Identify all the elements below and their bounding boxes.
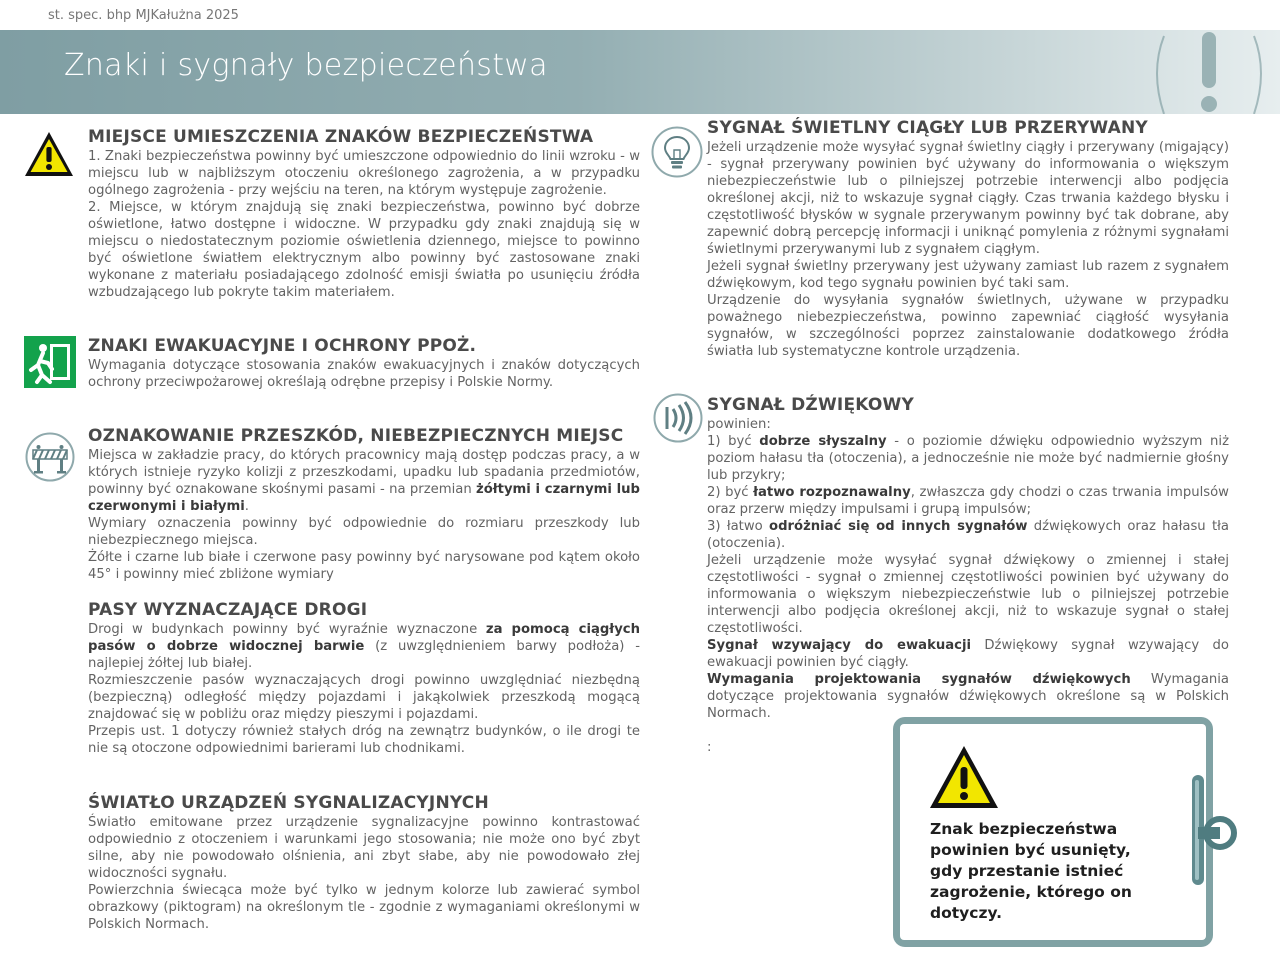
section-heading: MIEJSCE UMIESZCZENIA ZNAKÓW BEZPIECZEŃSTWA xyxy=(88,127,594,147)
paragraph: 1. Znaki bezpieczeństwa powinny być umieszczone odpowiednio do linii wzroku - w miejscu lub w najbliższym otoczeniu określonego zagrożenia, a w przypadku ogólnego zagrożenia - przy wejściu na teren, na którym występuje zagrożenie. xyxy=(88,149,640,198)
paragraph: 2. Miejsce, w którym znajdują się znaki bezpieczeństwa, powinno być dobrze oświetlone, łatwo dostępne i widoczne. W przypadku gdy znaki znajdują się w miejscu o niedostatecznym poziomie oświetlenia dziennego, miejsce to powinno być oświetlone światłem elektrycznym albo powinny być zastosowane znaki wykonane z materiału posiadającego zdolność emisji światła po usunięciu źródła wzbudzającego lub pokryte takim materiałem. xyxy=(88,200,640,300)
section-body xyxy=(707,416,1229,756)
section-signal-light xyxy=(88,792,640,933)
paragraph: Jeżeli urządzenie może wysyłać sygnał dźwiękowy o zmiennej i stałej częstotliwości - sygnał o zmiennej częstotliwości powinien być używany do informowania o większym niebezpieczeństwie lub o pilniejszej potrzebie interwencji albo podjęcia określonej akcji, niż to wskazuje sygnał o stałej częstotliwości. xyxy=(707,553,1229,636)
page-title: Znaki i sygnały bezpieczeństwa xyxy=(64,48,548,83)
paragraph: 2) być łatwo rozpoznawalny, zwłaszcza gdy chodzi o czas trwania impulsów oraz przerw między impulsami i grupą impulsów; xyxy=(707,485,1229,517)
section-body xyxy=(88,621,640,757)
section-placement xyxy=(88,126,640,301)
section-sound-signal xyxy=(707,394,1229,756)
paragraph: Wymagania projektowania sygnałów dźwiękowych Wymagania dotyczące projektowania sygnałów dźwiękowych określone są w Polskich Normach. xyxy=(707,672,1229,721)
binder-clip-icon xyxy=(1186,775,1238,885)
paragraph: Miejsca w zakładzie pracy, do których pracownicy mają dostęp podczas pracy, a w których istnieje ryzyko kolizji z przeszkodami, upadku lub spadania przedmiotów, powinny być oznakowane skośnymi pasami - na przemian żółtymi i czarnymi lub czerwonymi i białymi. xyxy=(88,448,641,514)
paragraph: : xyxy=(707,740,712,755)
paragraph: Jeżeli sygnał świetlny przerywany jest używany zamiast lub razem z sygnałem dźwiękowym, kod tego sygnału powinien być taki sam. xyxy=(707,259,1229,291)
paragraph: Światło emitowane przez urządzenie sygnalizacyjne powinno kontrastować odpowiednio z otoczeniem i warunkami jego stosowania; nie może ono być zbyt silne, aby nie powodowało olśnienia, ani zbyt słabe, aby nie powodowało złej widoczności sygnału. xyxy=(88,815,640,881)
paragraph: Żółte i czarne lub białe i czerwone pasy powinny być narysowane pod kątem około 45° i powinny mieć zbliżone wymiary xyxy=(88,550,640,582)
paragraph: Powierzchnia świecąca może być tylko w jednym kolorze lub zawierać symbol obrazkowy (piktogram) na określonym tle - zgodnie z wymaganiami określonymi w Polskich Normach. xyxy=(88,883,640,932)
warning-triangle-icon xyxy=(23,130,75,178)
paragraph: Sygnał wzywający do ewakuacji Dźwiękowy sygnał wzywający do ewakuacji powinien być ciągły. xyxy=(707,638,1229,670)
section-light-signal xyxy=(707,117,1229,360)
section-obstacle-marking xyxy=(88,425,640,583)
section-heading: SYGNAŁ ŚWIETLNY CIĄGŁY LUB PRZERYWANY xyxy=(707,118,1148,138)
section-heading: ZNAKI EWAKUACYJNE I OCHRONY PPOŻ. xyxy=(88,336,477,356)
section-heading: OZNAKOWANIE PRZESZKÓD, NIEBEZPIECZNYCH MIEJSC xyxy=(88,426,624,446)
clipboard-note xyxy=(893,717,1213,947)
paragraph: Wymiary oznaczenia powinny być odpowiednie do rozmiaru przeszkody lub niebezpiecznego miejsca. xyxy=(88,516,640,548)
paragraph: Wymagania dotyczące stosowania znaków ewakuacyjnych i znaków dotyczących ochrony przeciwpożarowej określają odrębne przepisy i Polskie Normy. xyxy=(88,358,640,390)
paragraph: Drogi w budynkach powinny być wyraźnie wyznaczone za pomocą ciągłych pasów o dobrze widocznej barwie (z uwzględnieniem barwy podłoża) - najlepiej żółtej lub białej. xyxy=(88,622,640,671)
section-body xyxy=(88,148,640,301)
paragraph: 1) być dobrze słyszalny - o poziomie dźwięku odpowiednio wyższym niż poziom hałasu tła (otoczenia), a jednocześnie nie może być nadmiernie głośny lub przykry; xyxy=(707,434,1229,483)
note-text: Znak bezpieczeństwa powinien być usunięty, gdy przestanie istnieć zagrożenie, którego on dotyczy. xyxy=(930,820,1132,922)
section-road-lines xyxy=(88,599,640,757)
section-body xyxy=(88,357,640,391)
exclamation-icon xyxy=(1150,30,1268,114)
warning-triangle-icon xyxy=(928,744,1000,810)
paragraph: 3) łatwo odróżniać się od innych sygnałów dźwiękowych oraz hałasu tła (otoczenia). xyxy=(707,519,1229,551)
section-heading: PASY WYZNACZAJĄCE DROGI xyxy=(88,600,368,620)
sound-icon xyxy=(653,393,703,443)
section-heading: ŚWIATŁO URZĄDZEŃ SYGNALIZACYJNYCH xyxy=(88,793,489,813)
title-banner xyxy=(0,30,1280,114)
barrier-icon xyxy=(25,432,75,482)
paragraph: Urządzenie do wysyłania sygnałów świetlnych, używane w przypadku poważnego niebezpieczeństwa, powinno zapewniać ciągłość wysyłania sygnałów, w szczególności poprzez zainstalowanie dodatkowego źródła światła lub systematyczne kontrole urządzenia. xyxy=(707,293,1229,359)
section-body xyxy=(88,814,640,933)
paragraph: powinien: xyxy=(707,417,771,432)
section-evacuation-signs xyxy=(88,335,640,391)
clipboard-sheet xyxy=(900,724,1206,940)
paragraph: Rozmieszczenie pasów wyznaczających drogi powinno uwzględniać niezbędną (bezpieczną) odległość między pojazdami i jakąkolwiek przeszkodą mogącą znajdować się w pobliżu oraz między pieszymi i pojazdami. xyxy=(88,673,640,722)
paragraph: Przepis ust. 1 dotyczy również stałych dróg na zewnątrz budynków, o ile drogi te nie są otoczone odpowiednimi barierami lub chodnikami. xyxy=(88,724,640,756)
emergency-exit-icon xyxy=(24,336,76,388)
section-body xyxy=(88,447,640,583)
header-note: st. spec. bhp MJKałużna 2025 xyxy=(48,8,239,23)
paragraph: Jeżeli urządzenie może wysyłać sygnał świetlny ciągły i przerywany (migający) - sygnał przerywany powinien być używany do informowania o większym niebezpieczeństwie lub o pilniejszej potrzebie interwencji albo podjęcia określonej akcji, niż to wskazuje sygnał ciągły. Czas trwania każdego błysku i częstotliwość błysków w sygnale przerywanym powinny być tak dobrane, aby zapewnić dobrą percepcję informacji i uniknąć pomylenia z różnymi sygnałami świetlnymi przerywanymi lub z sygnałem ciągłym. xyxy=(707,140,1229,257)
section-heading: SYGNAŁ DŹWIĘKOWY xyxy=(707,395,914,415)
section-body xyxy=(707,139,1229,360)
light-bulb-icon xyxy=(651,126,703,178)
